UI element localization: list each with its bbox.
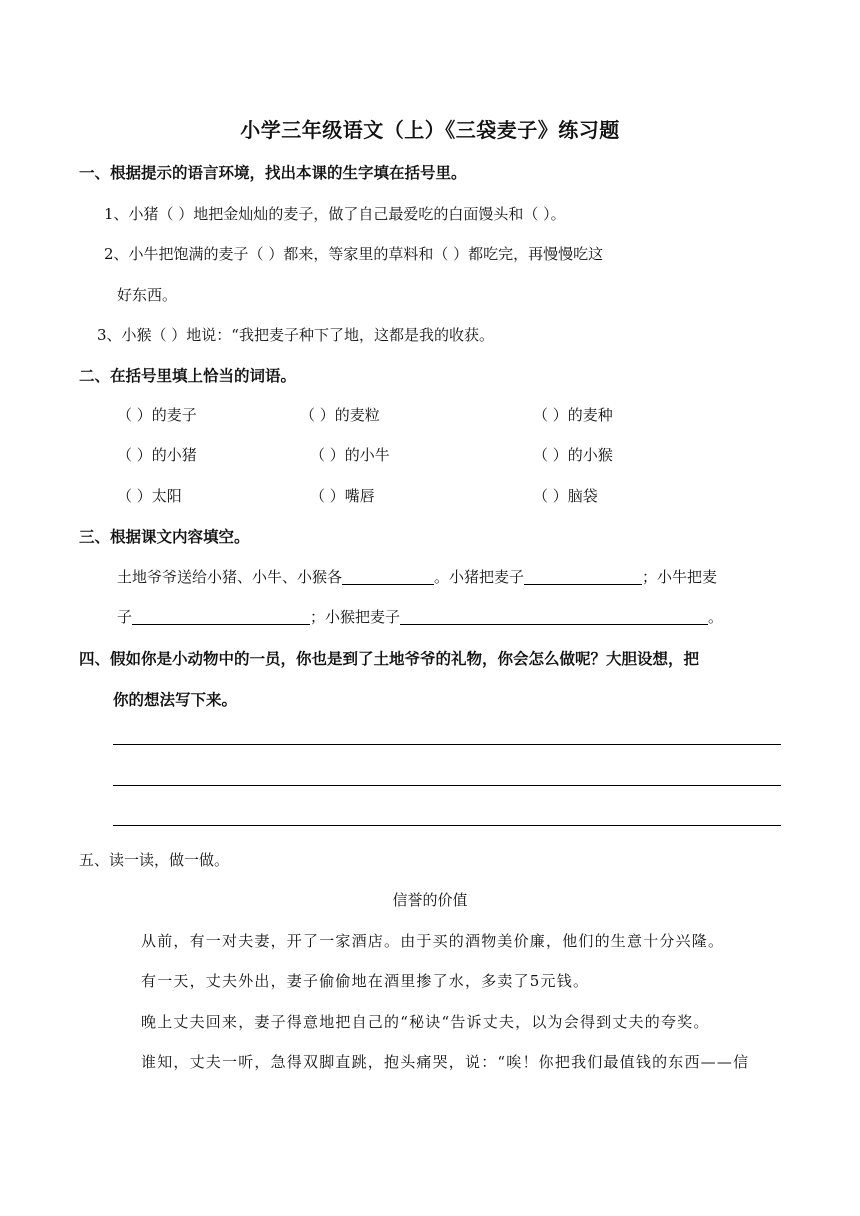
fill-item: （ ）太阳 xyxy=(117,487,182,505)
story-title: 信誉的价值 xyxy=(392,891,468,909)
section-1-question-2-line-2: 好东西。 xyxy=(117,286,178,304)
fill-item: （ ）的麦种 xyxy=(533,406,613,424)
section-1-question-2-line-1: 2、小牛把饱满的麦子（ ）都来，等家里的草料和（ ）都吃完，再慢慢吃这 xyxy=(104,245,604,263)
answer-blank[interactable] xyxy=(524,568,642,585)
page-title: 小学三年级语文（上）《三袋麦子》练习题 xyxy=(240,118,620,142)
section-1-question-1: 1、小猪（ ）地把金灿灿的麦子，做了自己最爱吃的白面馒头和（ ）。 xyxy=(104,205,566,223)
fill-item: （ ）的小牛 xyxy=(310,446,390,464)
story-paragraph: 晚上丈夫回来，妻子得意地把自己的“秘诀“告诉丈夫，以为会得到丈夫的夸奖。 xyxy=(141,1013,710,1031)
section-1-question-3: 3、小猴（ ）地说：“我把麦子种下了地，这都是我的收获。 xyxy=(97,326,494,344)
story-paragraph: 谁知，丈夫一听，急得双脚直跳，抱头痛哭，说：“唉！你把我们最值钱的东西——信 xyxy=(141,1053,750,1071)
writing-line[interactable] xyxy=(113,825,781,826)
writing-line[interactable] xyxy=(113,785,781,786)
fill-text: ；小猴把麦子 xyxy=(310,608,401,626)
writing-line[interactable] xyxy=(113,744,781,745)
story-paragraph: 有一天，丈夫外出，妻子偷偷地在酒里掺了水，多卖了5元钱。 xyxy=(141,972,590,990)
section-5-heading: 五、读一读，做一做。 xyxy=(79,851,230,869)
fill-item: （ ）的小猴 xyxy=(533,446,613,464)
fill-item: （ ）脑袋 xyxy=(533,487,598,505)
fill-text: 子 xyxy=(117,608,133,626)
section-3-heading: 三、根据课文内容填空。 xyxy=(79,527,250,546)
section-4-heading-cont: 你的想法写下来。 xyxy=(113,690,238,709)
story-paragraph: 从前，有一对夫妻，开了一家酒店。由于买的酒物美价廉，他们的生意十分兴隆。 xyxy=(141,932,725,950)
section-4-heading: 四、假如你是小动物中的一员，你也是到了土地爷爷的礼物，你会怎么做呢？大胆设想，把 xyxy=(79,649,700,668)
fill-item: （ ）的小猪 xyxy=(117,446,197,464)
answer-blank[interactable] xyxy=(342,568,434,585)
fill-text: 土地爷爷送给小猪、小牛、小猴各 xyxy=(117,568,343,586)
section-2-heading: 二、在括号里填上恰当的词语。 xyxy=(79,366,297,385)
fill-text: 。 xyxy=(708,608,724,626)
section-1-heading: 一、根据提示的语言环境，找出本课的生字填在括号里。 xyxy=(79,163,467,182)
fill-text: 。小猪把麦子 xyxy=(434,568,525,586)
fill-item: （ ）的麦粒 xyxy=(300,406,380,424)
fill-text: ；小牛把麦 xyxy=(642,568,718,586)
fill-item: （ ）嘴唇 xyxy=(310,487,375,505)
answer-blank[interactable] xyxy=(400,608,708,625)
section-3-line-2 xyxy=(117,606,723,627)
fill-item: （ ）的麦子 xyxy=(117,406,197,424)
section-3-line-1 xyxy=(117,566,717,587)
answer-blank[interactable] xyxy=(132,608,310,625)
